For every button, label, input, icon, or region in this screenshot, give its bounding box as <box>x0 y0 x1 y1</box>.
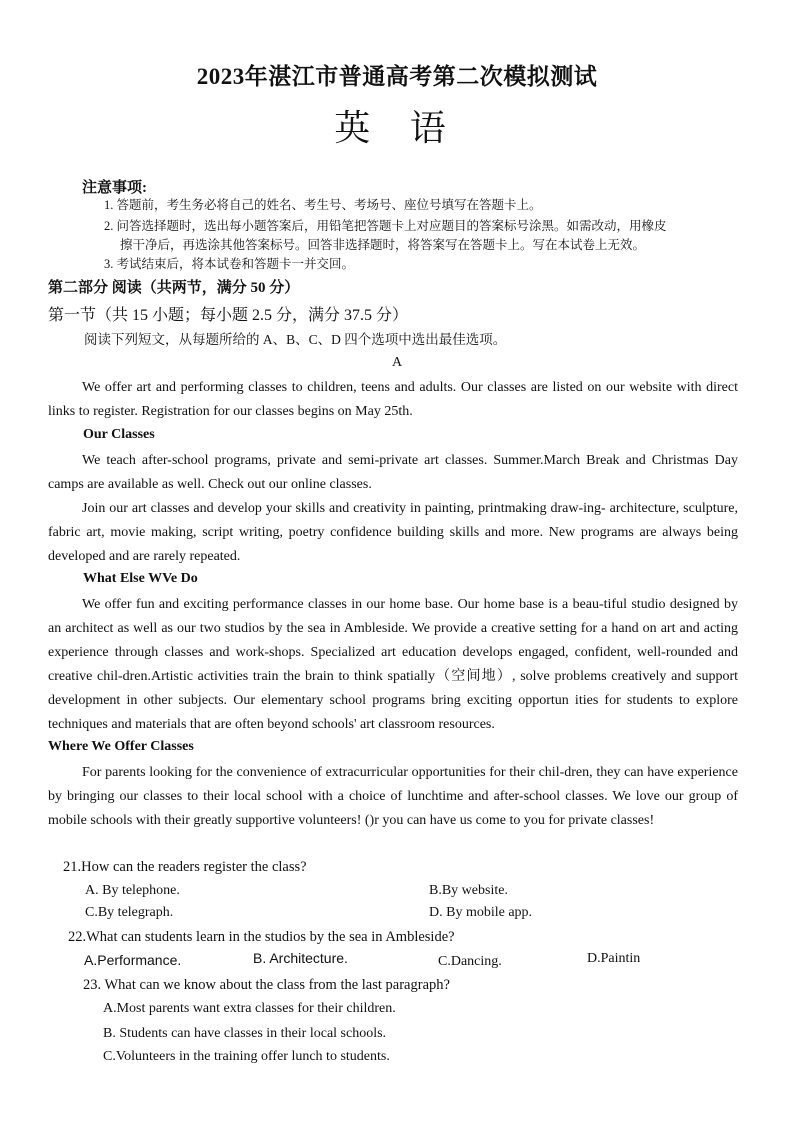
notice-item-3: 3. 考试结束后，将本试卷和答题卡一并交回。 <box>104 257 355 271</box>
question-22: 22.What can students learn in the studios by the sea in Ambleside? <box>68 929 455 945</box>
question-23: 23. What can we know about the class from the last paragraph? <box>83 977 450 993</box>
option-21-b: B.By website. <box>429 883 508 898</box>
paragraph-what-else <box>48 593 738 737</box>
paragraph-classes-2 <box>48 497 738 569</box>
option-21-d: D. By mobile app. <box>429 905 533 920</box>
paragraph-classes-1 <box>48 449 738 497</box>
paragraph-where <box>48 761 738 833</box>
option-21-a: A. By telephone. <box>85 883 180 898</box>
option-22-d: D.Paintin <box>587 951 641 966</box>
option-22-a: A.Performance. <box>84 952 182 968</box>
part2-heading: 第二部分 阅读（共两节，满分 50 分） <box>48 280 300 296</box>
paragraph-classes-2-text: Join our art classes and develop your skills and creativity in painting, printmaking draw-ing- architecture, sculpture, fabric art, movie making, script writing, poetry confidence building skills and more. New programs are always being developed and are rarely repeated. <box>48 501 738 564</box>
exam-title: 2023年湛江市普通高考第二次模拟测试 <box>196 64 598 89</box>
option-21-c: C.By telegraph. <box>85 905 174 920</box>
paragraph-classes-1-text: We teach after-school programs, private and semi-private art classes. Summer.March Break and Christmas Day camps are available as well. Check out our online classes. <box>48 453 738 492</box>
option-22-c: C.Dancing. <box>438 954 502 969</box>
heading-our-classes: Our Classes <box>83 427 155 442</box>
paragraph-what-else-text: We offer fun and exciting performance classes in our home base. Our home base is a beau-tiful studio designed by an architect as well as our two studios by the sea in Ambleside. We provide a creative setting for a hand on art and acting experience through classes and work-shops. Specialized art education develops engaged, confident, well-rounded and creative chil-dren.Artistic activities train the brain to think spatially（空间地）, solve problems creatively and support development in other subjects. Our elementary school programs bring exciting opportun ities for students to explore techniques and materials that are often beyond schools' art classroom resources. <box>48 597 738 732</box>
heading-what-else: What Else WVe Do <box>83 571 198 586</box>
passage-intro-text: We offer art and performing classes to children, teens and adults. Our classes are listed on our website with direct links to register. Registration for our classes begins on May 25th. <box>48 380 738 419</box>
question-21: 21.How can the readers register the class? <box>63 859 307 875</box>
paragraph-where-text: For parents looking for the convenience of extracurricular opportunities for their chil-dren, they can have experience by bringing our classes to their local school with a choice of lunchtime and after-school classes. We love our group of mobile schools with their greatly supportive volunteers! ()r you can have us come to you for private classes! <box>48 765 738 828</box>
option-23-b: B. Students can have classes in their local schools. <box>103 1026 387 1041</box>
passage-label: A <box>391 355 403 370</box>
option-22-b: B. Architecture. <box>253 950 348 966</box>
notice-item-1: 1. 答题前，考生务必将自己的姓名、考生号、考场号、座位号填写在答题卡上。 <box>104 198 542 212</box>
section1-heading: 第一节（共 15 小题；每小题 2.5 分，满分 37.5 分） <box>48 307 409 324</box>
option-23-c: C.Volunteers in the training offer lunch to students. <box>103 1049 390 1064</box>
option-23-a: A.Most parents want extra classes for their children. <box>103 1001 396 1016</box>
notice-item-2-cont: 擦干净后，再选涂其他答案标号。回答非选择题时，将答案写在答题卡上。写在本试卷上无效。 <box>120 238 646 252</box>
passage-intro <box>48 376 738 424</box>
notice-item-2: 2. 问答选择题时，选出每小题答案后，用铅笔把答题卡上对应题目的答案标号涂黑。如需改动，用橡皮 <box>104 219 667 233</box>
reading-instruction: 阅读下列短文，从每题所给的 A、B、C、D 四个选项中选出最佳选项。 <box>84 332 507 347</box>
notice-heading: 注意事项: <box>82 180 147 196</box>
subject-title: 英 语 <box>334 108 460 149</box>
heading-where: Where We Offer Classes <box>48 739 194 754</box>
